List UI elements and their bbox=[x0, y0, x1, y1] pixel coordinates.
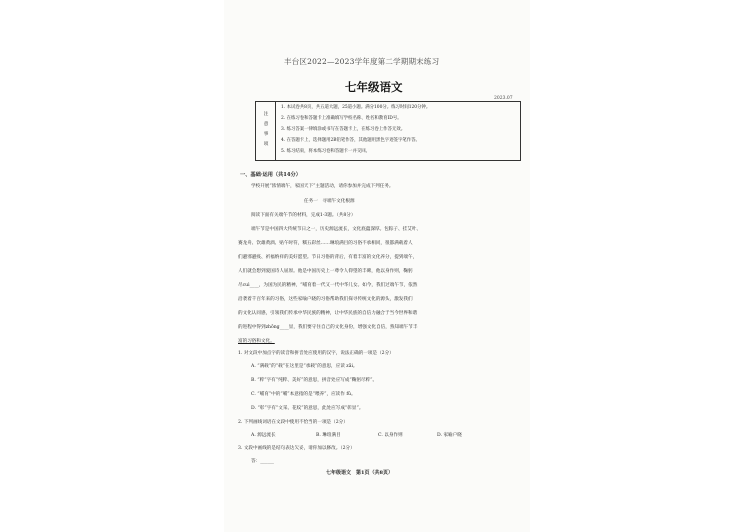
notice-item: 4. 在答题卡上，选择题用2B铅笔作答，其他题用黑色字迹签字笔作答。 bbox=[281, 138, 420, 143]
question-1: 1. 对文段中加点字的读音和拼音处应使用的汉字，说法正确的一项是（2分） bbox=[238, 351, 394, 356]
notice-divider bbox=[275, 101, 276, 161]
passage-line: 的进程中得到zhōng____显，我们要守住自己的文化身份，增强文化自信，熟知端午节丰 bbox=[238, 325, 418, 330]
notice-label-char: 事 bbox=[263, 132, 269, 137]
exam-title: 丰台区2022—2023学年度第二学期期末练习 bbox=[284, 57, 440, 66]
notice-label-char: 注 bbox=[263, 112, 269, 117]
notice-item: 2. 在练习卷和答题卡上准确填写学校名称、姓名和教育ID号。 bbox=[281, 116, 402, 121]
page-footer: 七年级语文 第1页（共8页） bbox=[326, 470, 393, 476]
notice-item: 3. 练习答案一律填涂或书写在答题卡上，在练习卷上作答无效。 bbox=[281, 127, 406, 132]
q1-option-d: D. “彰”字有“文采、花纹”的意思，此处应写成“彰显”。 bbox=[251, 406, 364, 411]
q2-option-a: A. 源远流长 bbox=[251, 433, 276, 438]
q2-option-c: C. 以身作则 bbox=[378, 433, 403, 438]
passage-line: 尽cuì____，为国为民的精神，“哺育着一代又一代中华儿女。如今，我们过端午节，依然 bbox=[238, 283, 418, 288]
q2-option-d: D. 家喻户晓 bbox=[437, 433, 462, 438]
reading-prompt: 阅读下面有关端午节的材料，完成1-3题。（共8分） bbox=[251, 213, 356, 218]
notice-label-char: 意 bbox=[263, 122, 269, 127]
notice-item: 5. 练习结束，将本练习卷和答题卡一并交回。 bbox=[281, 149, 371, 154]
question-2: 2. 下列画线词语在文段中使用不恰当的一项是（2分） bbox=[238, 420, 348, 425]
question-3: 3. 文段中画线的是结句表达欠妥，请你加以修改。（2分） bbox=[238, 446, 355, 451]
passage-line: 富的习俗和文化。 bbox=[238, 339, 275, 344]
passage-line: 们避邪避疫、祈福纳祥的美好愿望。节日习俗的背后，有着丰富的文化养分，提到端午， bbox=[238, 255, 418, 260]
answer-line: 答：______ bbox=[251, 459, 274, 464]
notice-item: 1. 本试卷共8页，共五道大题，25道小题。满分100分。练习时间120分钟。 bbox=[281, 105, 431, 110]
exam-date: 2023.07 bbox=[494, 96, 513, 101]
q2-option-b: B. 琳琅满目 bbox=[316, 433, 341, 438]
subject-title: 七年级语文 bbox=[345, 80, 403, 94]
q1-option-c: C. “哺育”中的“哺”本意指的是“喂养”，应读作 fǔ。 bbox=[251, 392, 356, 397]
passage-line: 沿袭着千百年来的习俗，这些家喻户晓的习俗帮助我们探寻传统文化的源头，激发我们 bbox=[238, 297, 413, 302]
q1-option-a: A. “满载”的“载”在这里是“承载”的意思，应读 zǎi。 bbox=[251, 364, 358, 369]
passage-line: 的文化认同感，引领我们传承中华民族的精神，让中华民族的自信力融合于当今世界和谐 bbox=[238, 311, 418, 316]
section-title: 一、基础·运用（共14分） bbox=[240, 172, 301, 178]
passage-line: 人们就会想到爱国诗人屈原。他是中国历史上一尊令人仰望的丰碑，他以身作则，鞠躬 bbox=[238, 269, 413, 274]
passage-line: 端午节是中国四大传统节日之一，历史源远流长，文化底蕴深厚。包粽子、挂艾叶、 bbox=[251, 227, 421, 232]
section-intro: 学校开展“浓情端午，家国天下”主题活动，请你参加并完成下列任务。 bbox=[251, 184, 394, 189]
q1-option-b: B. “粹”字有“纯粹、美好”的意思，拼音处应写成“鞠躬尽粹”。 bbox=[251, 378, 378, 383]
task-title: 任务一 寻端午文化根源 bbox=[304, 199, 355, 204]
notice-label-char: 项 bbox=[263, 142, 269, 147]
passage-line: 赛龙舟、饮雄黄酒、贴午时符，糯五彩丝……琳琅满目的习俗不承相同，很都满载着人 bbox=[238, 241, 413, 246]
